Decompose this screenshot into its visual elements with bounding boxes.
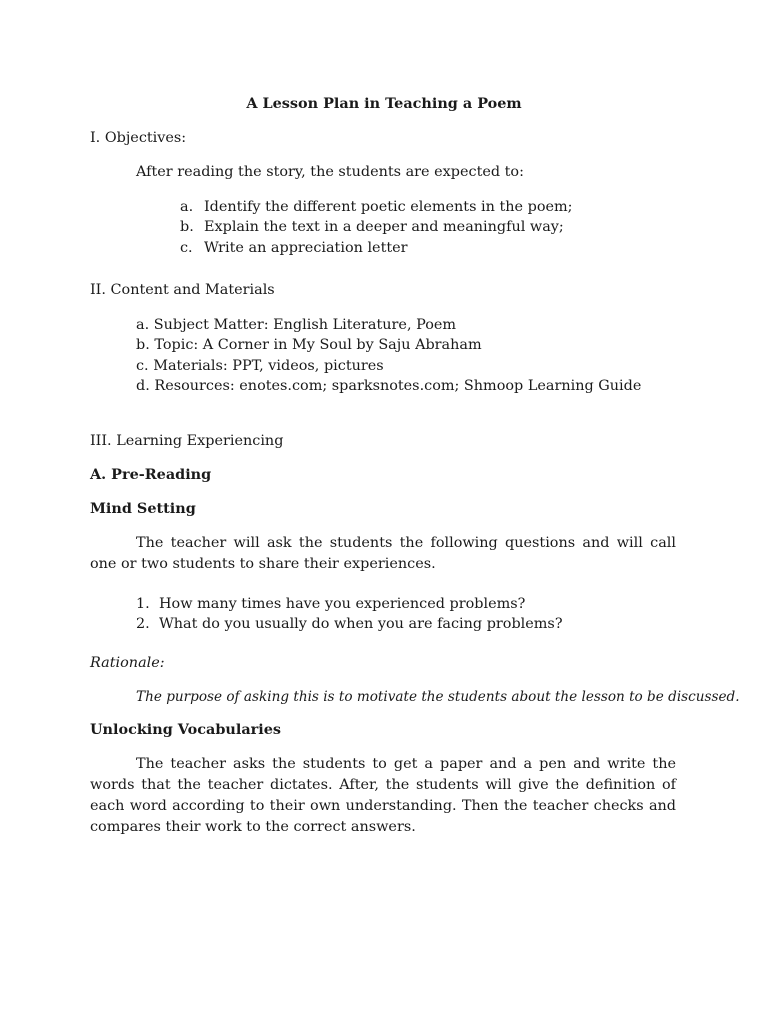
unlocking-text: The teacher asks the students to get a paper and a pen and write the words that the teacher dictates. After, the students will give the definition of each word according to their own understanding. Then the teacher checks and compares their work to the correct answers. — [90, 756, 676, 835]
mind-setting-heading: Mind Setting — [90, 500, 196, 517]
objective-marker: c. — [180, 240, 193, 256]
objective-marker: b. — [180, 219, 194, 235]
objectives-intro: After reading the story, the students are expected to: — [136, 164, 524, 180]
question-text: What do you usually do when you are facing problems? — [159, 616, 563, 632]
rationale-text: The purpose of asking this is to motivate the students about the lesson to be discussed. — [136, 689, 740, 705]
unlocking-heading: Unlocking Vocabularies — [90, 721, 281, 738]
unlocking-paragraph — [90, 754, 676, 838]
question-marker: 2. — [136, 616, 150, 632]
objectives-heading: I. Objectives: — [90, 130, 187, 146]
mind-setting-paragraph — [90, 533, 676, 575]
learning-heading: III. Learning Experiencing — [90, 433, 284, 449]
mind-setting-text: The teacher will ask the students the following questions and will call one or two students to share their experiences. — [90, 535, 676, 572]
question-text: How many times have you experienced problems? — [159, 596, 526, 612]
objective-marker: a. — [180, 199, 194, 215]
objective-text: Explain the text in a deeper and meaningful way; — [204, 219, 564, 235]
content-item: c. Materials: PPT, videos, pictures — [136, 358, 384, 374]
rationale-label: Rationale: — [90, 655, 165, 671]
content-heading: II. Content and Materials — [90, 282, 275, 298]
content-item: b. Topic: A Corner in My Soul by Saju Abraham — [136, 337, 482, 353]
question-marker: 1. — [136, 596, 150, 612]
content-item: a. Subject Matter: English Literature, Poem — [136, 317, 457, 333]
pre-reading-heading: A. Pre-Reading — [90, 466, 212, 483]
objective-text: Identify the different poetic elements in the poem; — [204, 199, 573, 215]
content-item: d. Resources: enotes.com; sparksnotes.com; Shmoop Learning Guide — [136, 378, 642, 394]
objective-text: Write an appreciation letter — [204, 240, 408, 256]
document-title: A Lesson Plan in Teaching a Poem — [246, 95, 522, 112]
